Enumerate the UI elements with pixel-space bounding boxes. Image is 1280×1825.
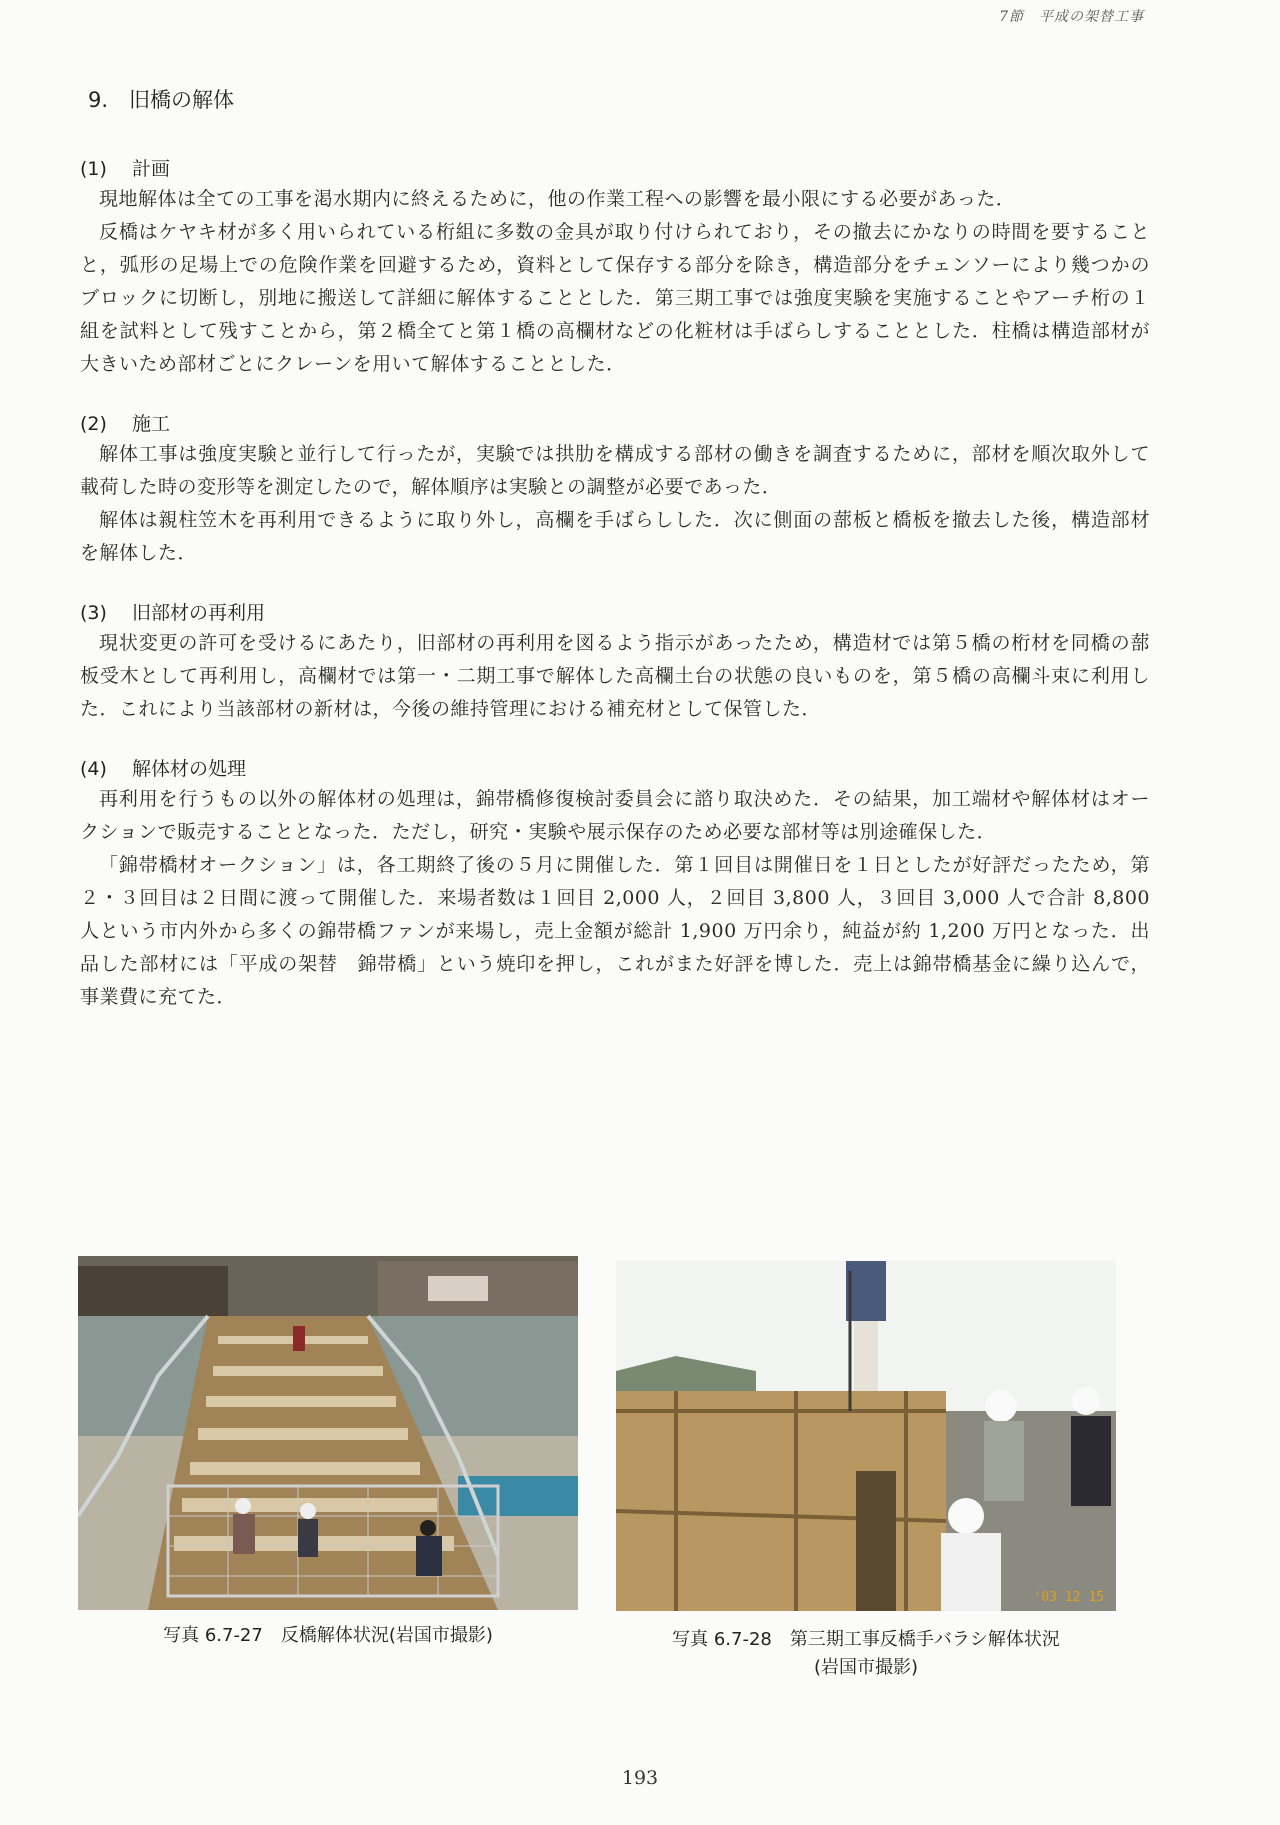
photo-manual-dismantling xyxy=(616,1261,1116,1611)
running-header: 7節 平成の架替工事 xyxy=(999,9,1144,25)
page-number: 193 xyxy=(621,1767,659,1789)
subsection-heading xyxy=(80,409,1150,436)
photo-bridge-dismantling xyxy=(78,1256,578,1610)
subsection-reuse xyxy=(80,598,1150,726)
photo-caption xyxy=(616,1626,1116,1682)
subsection-number: (2) xyxy=(80,413,107,435)
subsection-construction xyxy=(80,409,1150,570)
subsection-disposal xyxy=(80,754,1150,1014)
photo-caption-credit: (岩国市撮影) xyxy=(813,1657,919,1678)
paragraph: 解体は親柱笠木を再利用できるように取り外し，高欄を手ばらしした．次に側面の蔀板と橋板を撤去した後，構造部材を解体した． xyxy=(80,509,1150,564)
paragraph: 「錦帯橋材オークション」は，各工期終了後の５月に開催した．第１回目は開催日を１日としたが好評だったため，第２・３回目は２日間に渡って開催した．来場者数は１回目 2,000 人，２回目 3,800 人，３回目 3,000 人で合計 8,800 人という市内外から多くの錦帯橋ファンが来場し，売上金額が総計 1,900 万円余り，純益が約 1,200 万円となった．出品した部材には「平成の架替 錦帯橋」という焼印を押し，これがまた好評を博した．売上は錦帯橋基金に繰り込んで，事業費に充てた． xyxy=(80,854,1150,1008)
paragraph: 解体工事は強度実験と並行して行ったが，実験では拱肋を構成する部材の働きを調査するために，部材を順次取外して載荷した時の変形等を測定したので，解体順序は実験との調整が必要であった． xyxy=(80,443,1150,498)
subsection-title: 解体材の処理 xyxy=(132,758,247,780)
paragraph: 反橋はケヤキ材が多く用いられている桁組に多数の金具が取り付けられており，その撤去にかなりの時間を要することと，弧形の足場上での危険作業を回避するため，資料として保存する部分を除き，構造部分をチェンソーにより幾つかのブロックに切断し，別地に搬送して詳細に解体することとした．第三期工事では強度実験を実施することやアーチ桁の１組を試料として残すことから，第２橋全てと第１橋の高欄材などの化粧材は手ばらしすることとした．柱橋は構造部材が大きいため部材ごとにクレーンを用いて解体することとした． xyxy=(80,221,1150,375)
photo-row xyxy=(78,1256,1118,1686)
paragraph: 再利用を行うもの以外の解体材の処理は，錦帯橋修復検討委員会に諮り取決めた．その結果，加工端材や解体材はオークションで販売することとなった．ただし，研究・実験や展示保存のため必要な部材等は別途確保した． xyxy=(80,788,1150,843)
subsection-number: (3) xyxy=(80,602,107,624)
subsection-title: 計画 xyxy=(132,158,171,180)
subsection-heading xyxy=(80,154,1150,181)
photo-caption-line: 写真 6.7-28 第三期工事反橋手バラシ解体状況 xyxy=(672,1629,1060,1650)
paragraph: 現状変更の許可を受けるにあたり，旧部材の再利用を図るよう指示があったため，構造材では第５橋の桁材を同橋の蔀板受木として再利用し，高欄材では第一・二期工事で解体した高欄土台の状態の良いものを，第５橋の高欄斗束に利用した．これにより当該部材の新材は，今後の維持管理における補充材として保管した． xyxy=(80,632,1150,720)
photo-caption: 写真 6.7-27 反橋解体状況(岩国市撮影) xyxy=(163,1625,493,1646)
section-title: 9. 旧橋の解体 xyxy=(88,88,235,112)
subsection-title: 旧部材の再利用 xyxy=(132,602,266,624)
document-body xyxy=(80,84,1150,1042)
subsection-heading xyxy=(80,754,1150,781)
subsection-heading xyxy=(80,598,1150,625)
subsection-title: 施工 xyxy=(132,413,171,435)
subsection-number: (1) xyxy=(80,158,107,180)
date-stamp: '03 12 15 xyxy=(1033,1590,1104,1605)
subsection-number: (4) xyxy=(80,758,107,780)
subsection-plan xyxy=(80,154,1150,381)
paragraph: 現地解体は全ての工事を渇水期内に終えるために，他の作業工程への影響を最小限にする必要があった． xyxy=(99,188,1016,210)
